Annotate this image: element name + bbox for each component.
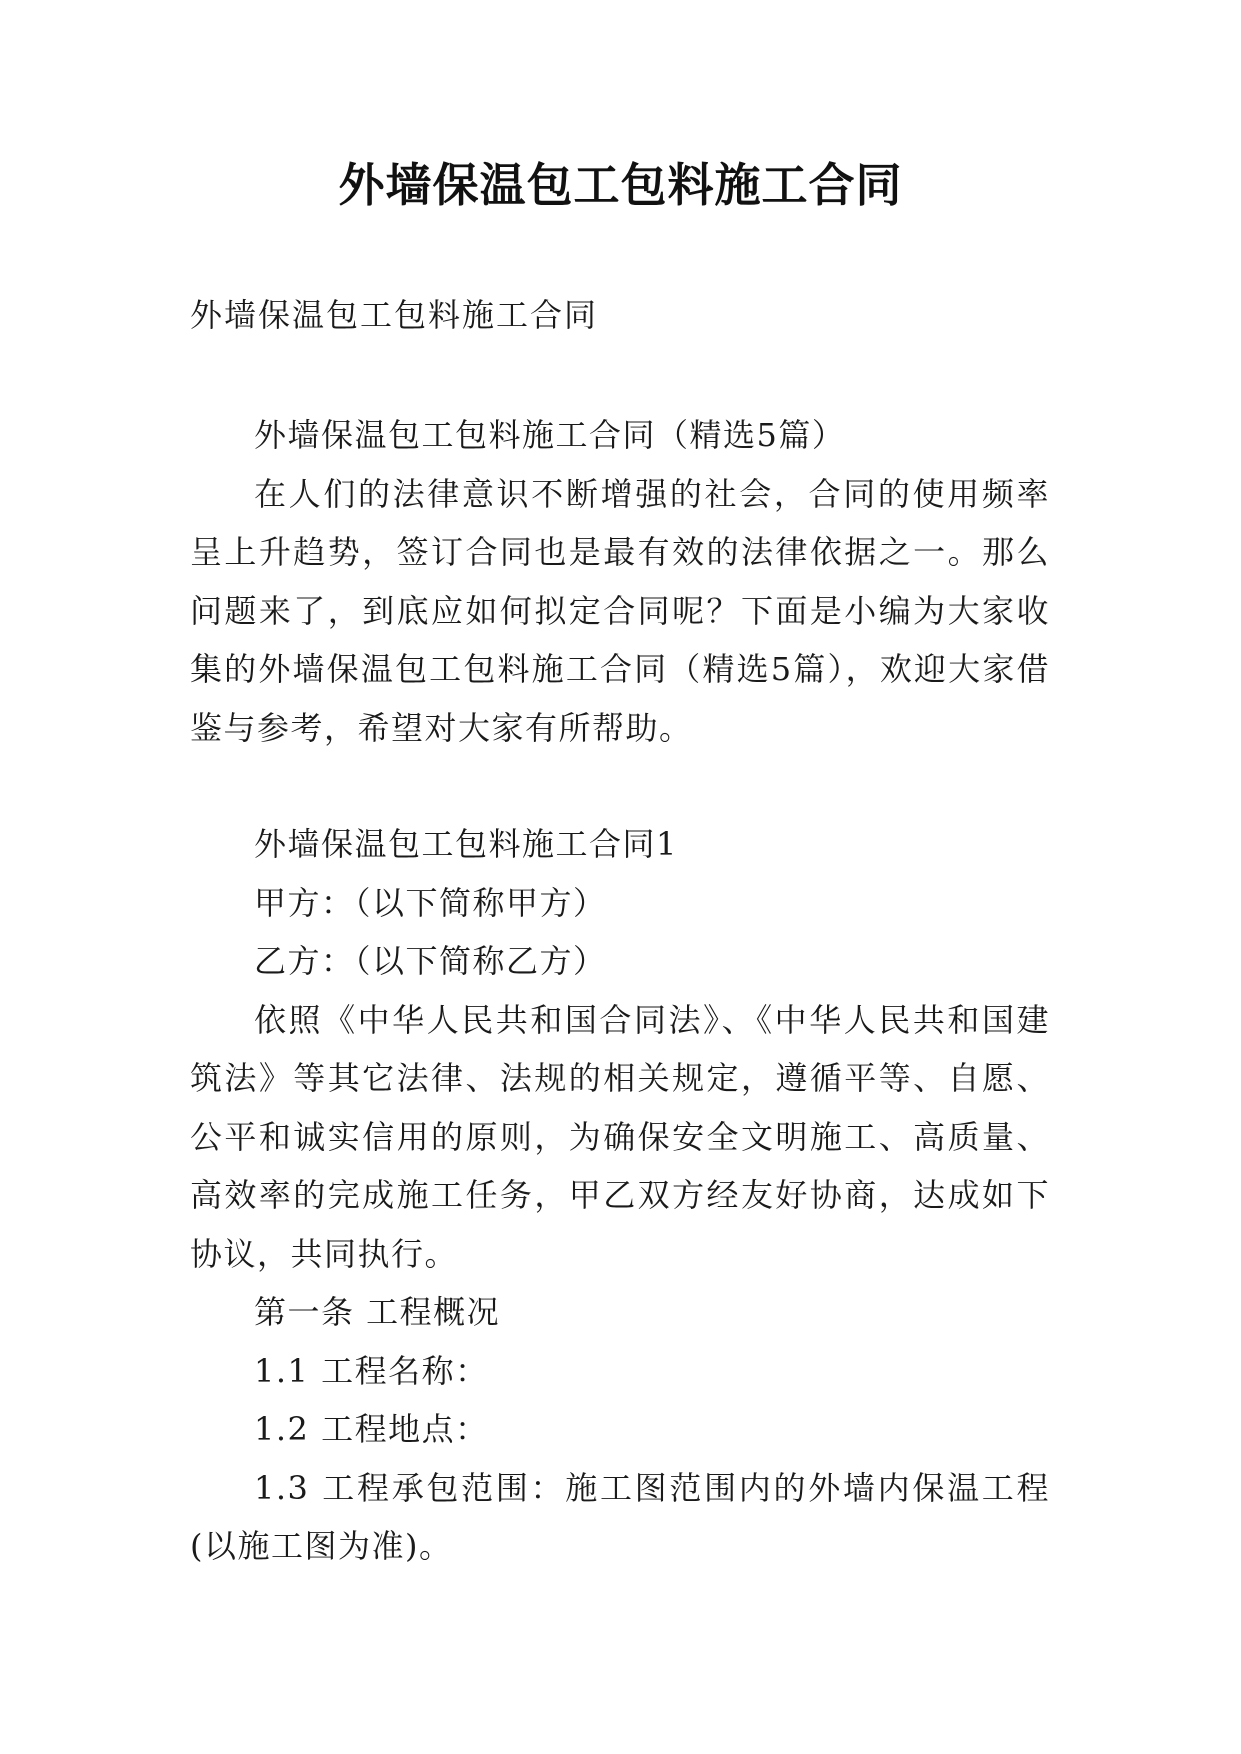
document-body xyxy=(190,406,1050,1576)
document-title: 外墙保温包工包料施工合同 xyxy=(338,158,903,212)
clause-1-2: 1.2 工程地点： xyxy=(254,1410,489,1448)
party-b-line: 乙方：（以下简称乙方） xyxy=(254,942,607,980)
intro-heading: 外墙保温包工包料施工合同（精选5篇） xyxy=(254,416,846,454)
section-spacer xyxy=(190,757,1050,815)
article-one-heading: 第一条 工程概况 xyxy=(254,1293,501,1331)
clause-1-3: 1.3 工程承包范围：施工图范围内的外墙内保温工程(以施工图为准)。 xyxy=(190,1468,1050,1565)
intro-paragraph: 在人们的法律意识不断增强的社会，合同的使用频率呈上升趋势，签订合同也是最有效的法律依据之一。那么问题来了，到底应如何拟定合同呢？下面是小编为大家收集的外墙保温包工包料施工合同（精选5篇），欢迎大家借鉴与参考，希望对大家有所帮助。 xyxy=(190,474,1050,747)
clause-1-1: 1.1 工程名称： xyxy=(254,1351,489,1390)
legal-basis-paragraph: 依照《中华人民共和国合同法》、《中华人民共和国建筑法》等其它法律、法规的相关规定，遵循平等、自愿、公平和诚实信用的原则，为确保安全文明施工、高质量、高效率的完成施工任务，甲乙双方经友好协商，达成如下协议，共同执行。 xyxy=(190,1000,1050,1273)
party-a-line: 甲方：（以下简称甲方） xyxy=(254,883,607,922)
document-subtitle: 外墙保温包工包料施工合同 xyxy=(190,296,599,334)
contract-heading: 外墙保温包工包料施工合同1 xyxy=(254,825,678,863)
